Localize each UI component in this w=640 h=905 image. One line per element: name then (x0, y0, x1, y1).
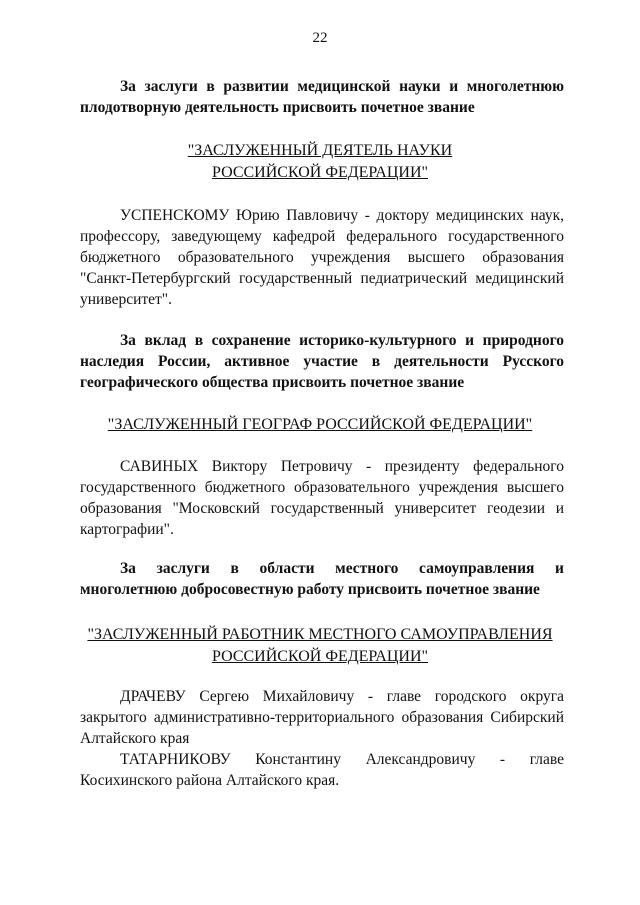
section-1-title-line-1: "ЗАСЛУЖЕННЫЙ ДЕЯТЕЛЬ НАУКИ (187, 142, 453, 159)
section-2-title (60, 414, 580, 436)
section-1-title-line-2: РОССИЙСКОЙ ФЕДЕРАЦИИ" (211, 164, 429, 181)
section-3-title (60, 624, 580, 668)
section-1-award-text: УСПЕНСКОМУ Юрию Павловичу - доктору медицинских наук, профессору, заведующему кафедрой федерального государственного бюджетного образовательного учреждения высшего образования "Санкт-Петербургский государственный педиатрический медицинский университет". (80, 207, 564, 308)
section-1-intro: За заслуги в развитии медицинской науки и многолетнюю плодотворную деятельность присвоить почетное звание (80, 78, 564, 116)
section-3-title-line-1: "ЗАСЛУЖЕННЫЙ РАБОТНИК МЕСТНОГО САМОУПРАВЛЕНИЯ (87, 626, 553, 643)
page-number: 22 (312, 30, 328, 46)
section-2-intro: За вклад в сохранение историко-культурного и природного наследия России, активное участие в деятельности Русского географического общества присвоить почетное звание (80, 332, 564, 391)
section-3-intro: За заслуги в области местного самоуправления и многолетнюю добросовестную работу присвоить почетное звание (80, 560, 564, 598)
section-2-award-text: САВИНЫХ Виктору Петровичу - президенту федерального государственного бюджетного образовательного учреждения высшего образования "Московский государственный университет геодезии и картографии". (80, 458, 564, 538)
section-2-title-line-1: "ЗАСЛУЖЕННЫЙ ГЕОГРАФ РОССИЙСКОЙ ФЕДЕРАЦИИ" (107, 416, 533, 433)
section-3-award-text-2: ТАТАРНИКОВУ Константину Александровичу - главе Косихинского района Алтайского края. (80, 751, 564, 789)
section-3-title-line-2: РОССИЙСКОЙ ФЕДЕРАЦИИ" (211, 648, 429, 665)
section-1-title (60, 140, 580, 184)
section-3-award-text-1: ДРАЧЕВУ Сергею Михайловичу - главе городского округа закрытого административно-территориального образования Сибирский Алтайского края (80, 688, 564, 747)
